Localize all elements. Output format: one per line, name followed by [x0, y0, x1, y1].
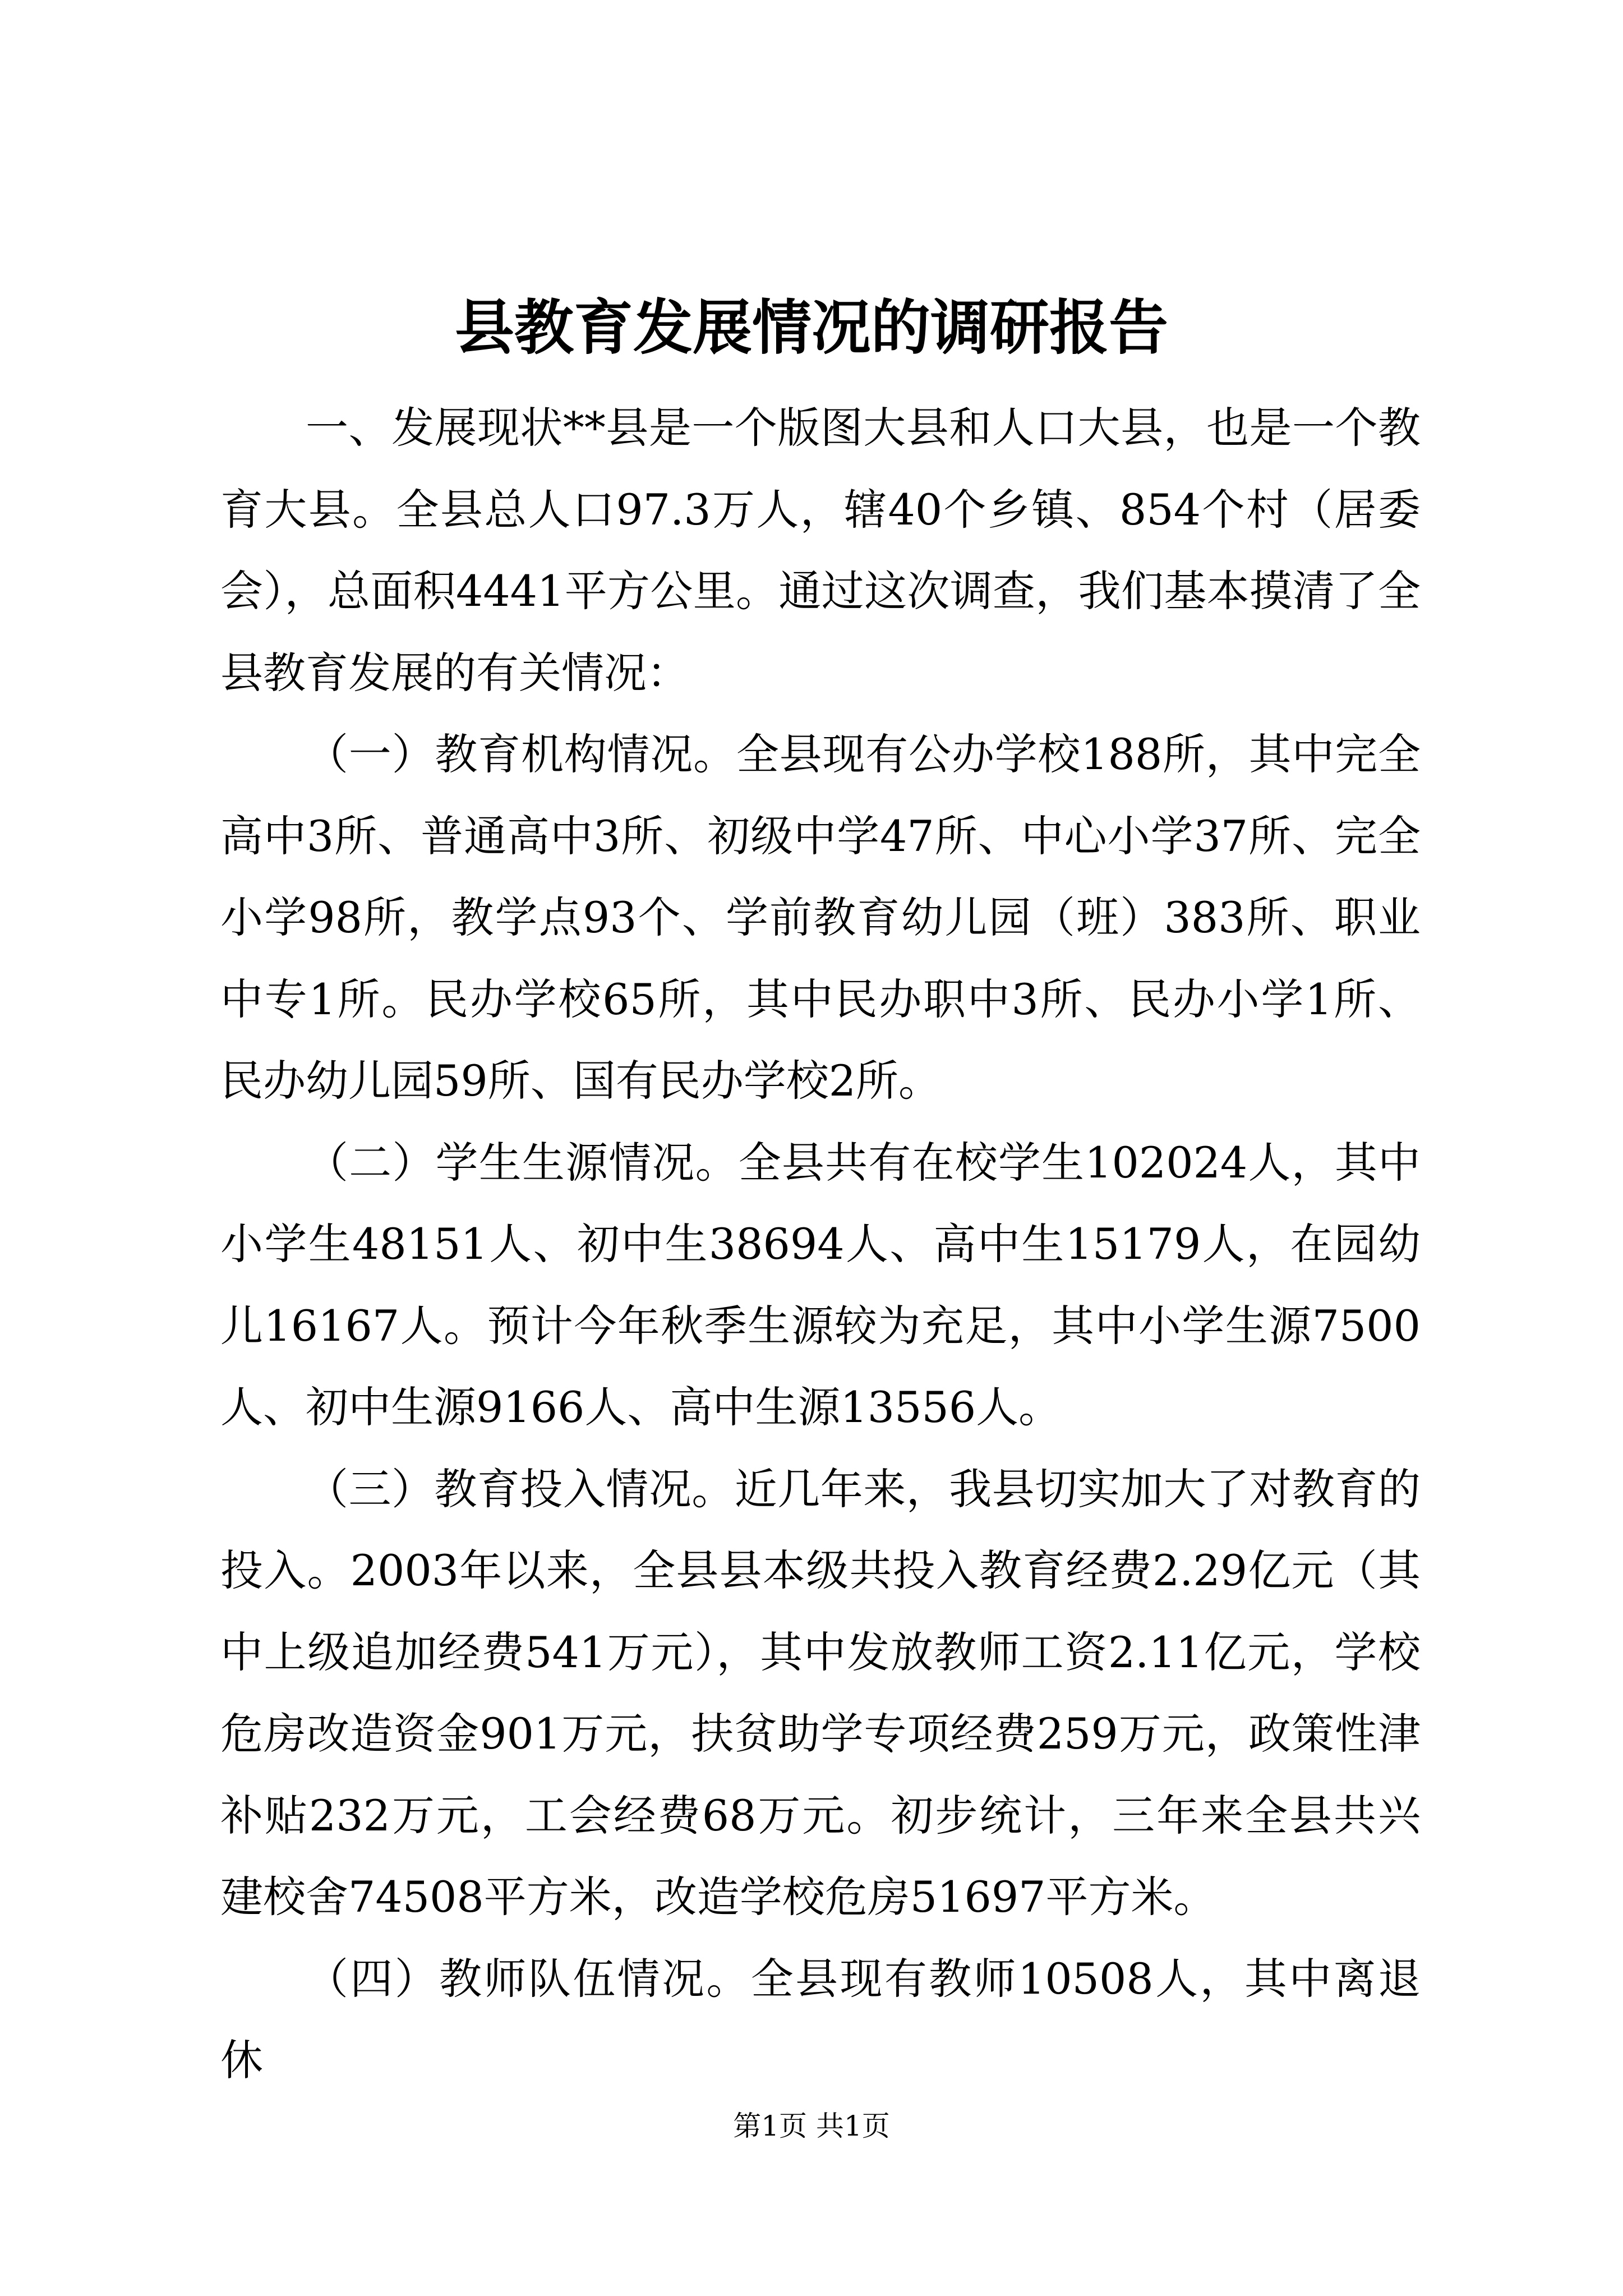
page-footer: 第1页 共1页 — [733, 2110, 890, 2142]
paragraph-investment: （三）教育投入情况。近几年来，我县切实加大了对教育的投入。2003年以来，全县县本级共投入教育经费2.29亿元（其中上级追加经费541万元），其中发放教师工资2.11亿元，学校危房改造资金901万元，扶贫助学专项经费259万元，政策性津补贴232万元，工会经费68万元。初步统计，三年来全县共兴建校舍74508平方米，改造学校危房51697平方米。 — [220, 1464, 1421, 1922]
document-body — [220, 387, 1421, 2101]
paragraph-institutions: （一）教育机构情况。全县现有公办学校188所，其中完全高中3所、普通高中3所、初级中学47所、中心小学37所、完全小学98所，教学点93个、学前教育幼儿园（班）383所、职业中专1所。民办学校65所，其中民办职中3所、民办小学1所、民办幼儿园59所、国有民办学校2所。 — [220, 729, 1421, 1106]
document-title: 县教育发展情况的调研报告 — [455, 293, 1168, 362]
paragraph-teachers: （四）教师队伍情况。全县现有教师10508人，其中离退休 — [220, 1953, 1421, 2085]
paragraph-intro: 一、发展现状**县是一个版图大县和人口大县，也是一个教育大县。全县总人口97.3万人，辖40个乡镇、854个村（居委会），总面积4441平方公里。通过这次调查，我们基本摸清了全县教育发展的有关情况： — [220, 403, 1421, 698]
paragraph-students: （二）学生生源情况。全县共有在校学生102024人，其中小学生48151人、初中生38694人、高中生15179人，在园幼儿16167人。预计今年秋季生源较为充足，其中小学生源7500人、初中生源9166人、高中生源13556人。 — [220, 1137, 1421, 1432]
